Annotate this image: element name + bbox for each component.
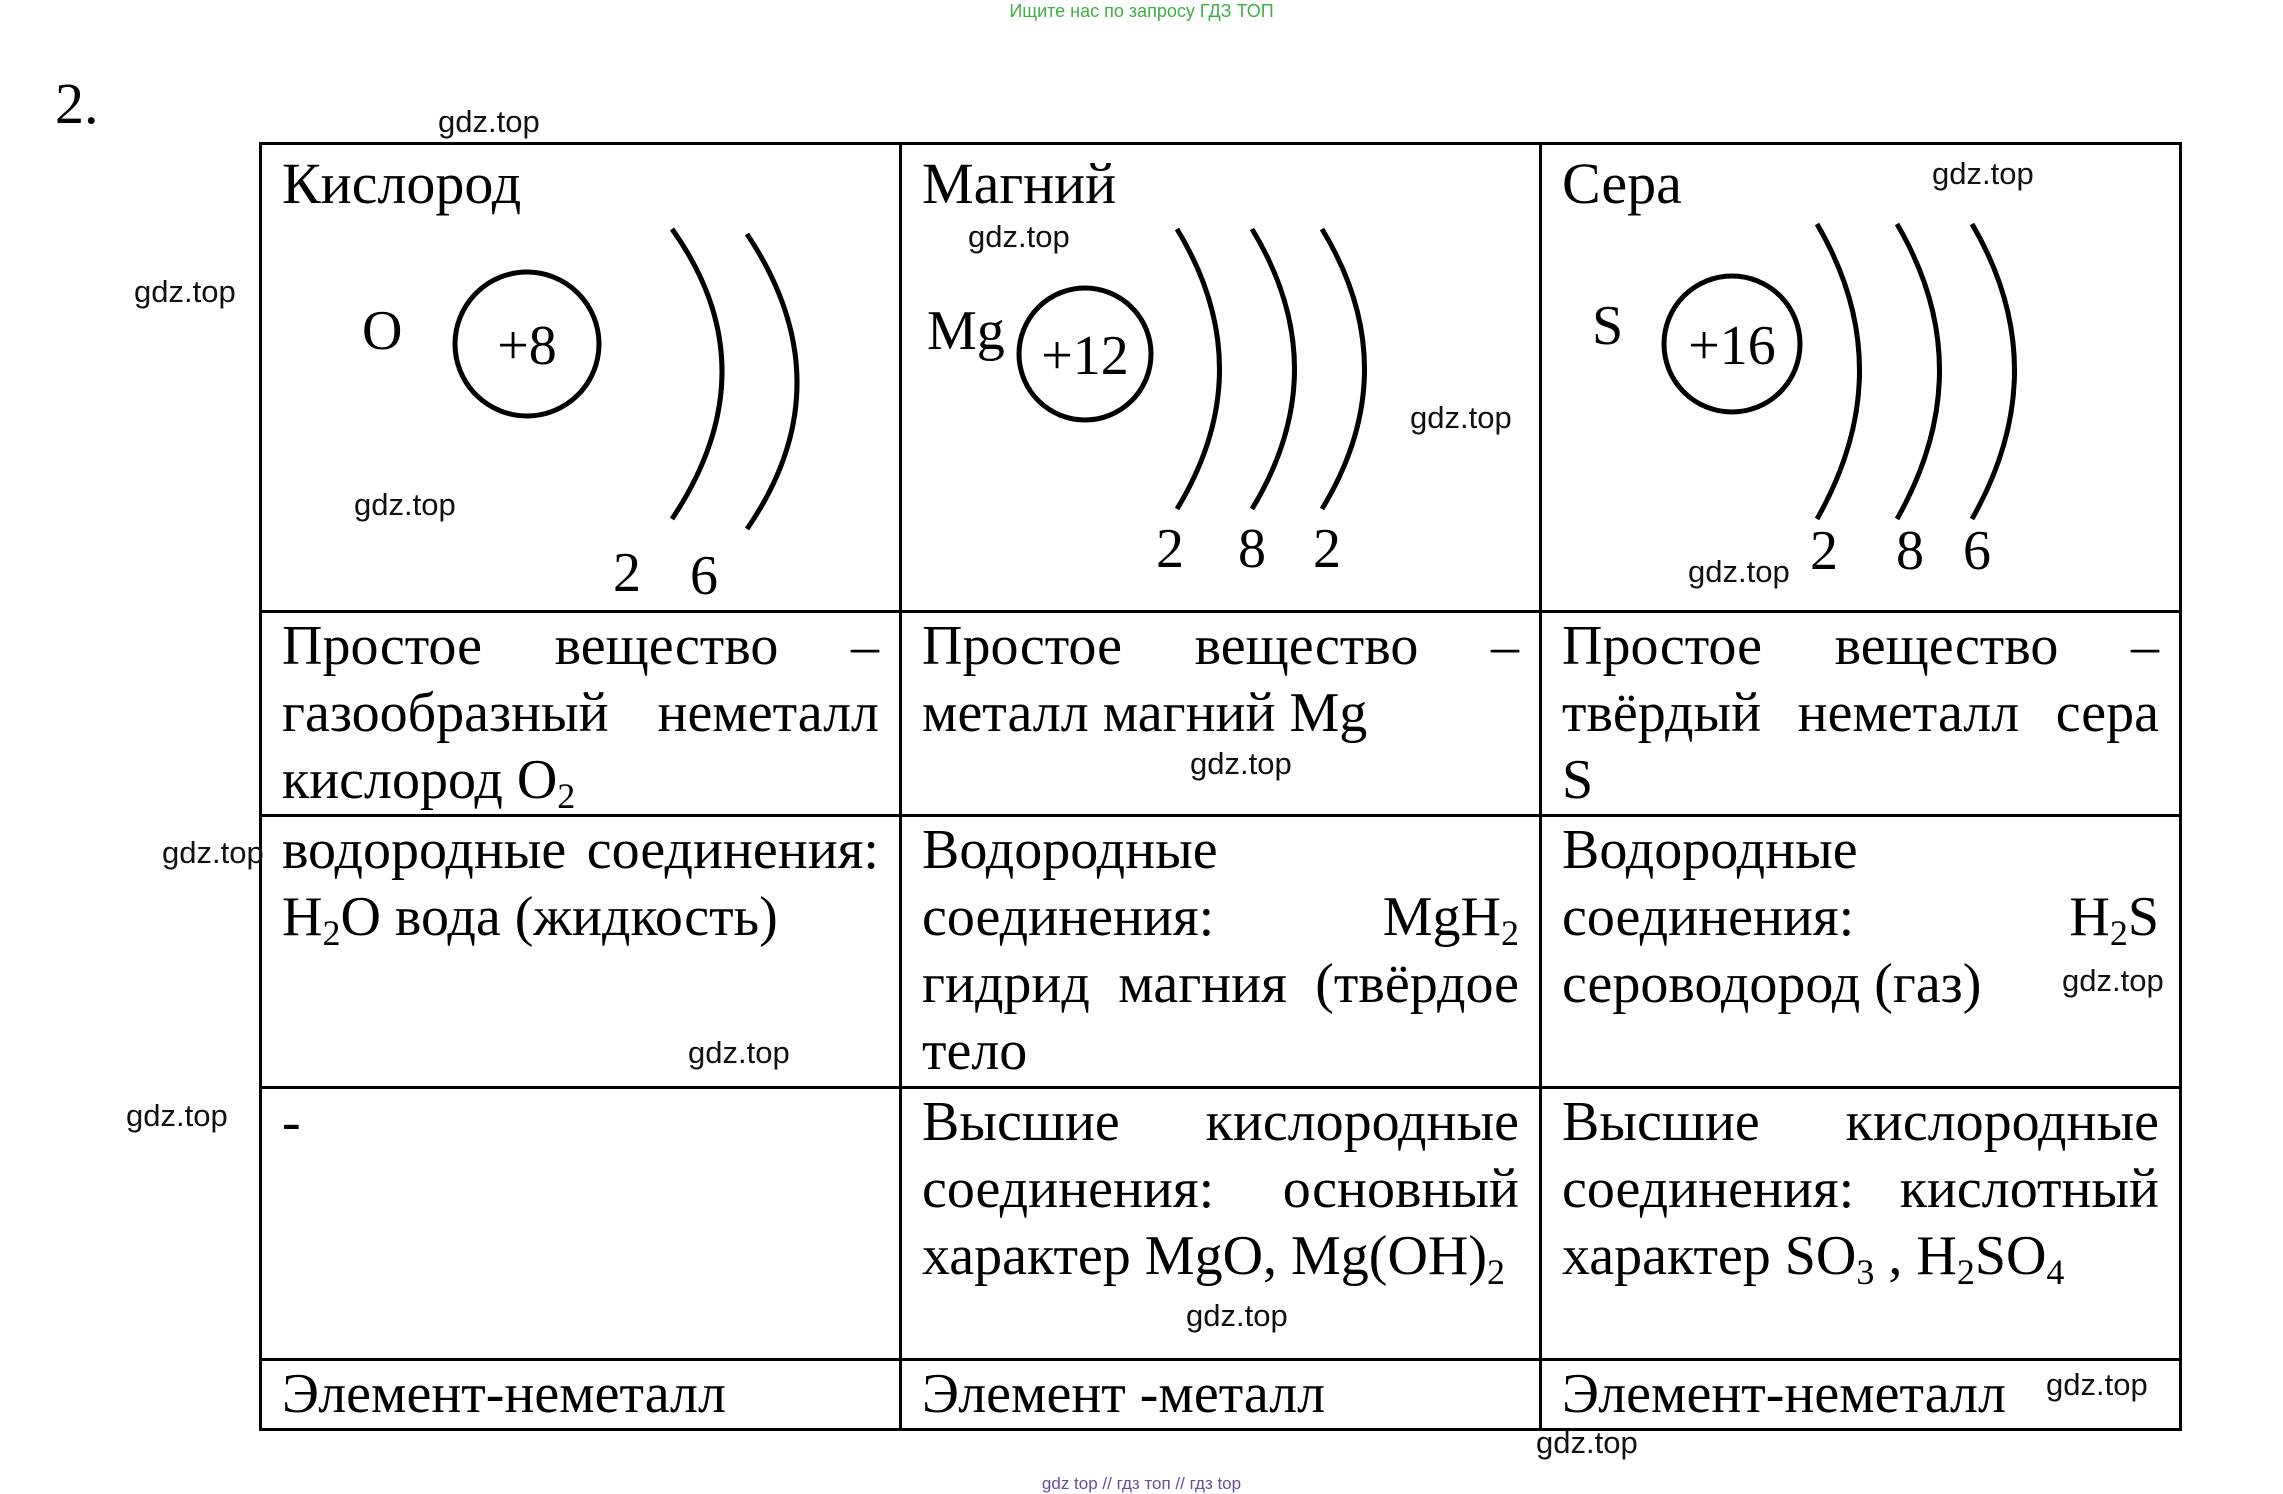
element-name: Магний — [922, 151, 1117, 216]
sulfur-atom-diagram — [1562, 219, 2162, 599]
sulfur-scheme-cell — [1541, 144, 2181, 612]
element-symbol: Mg — [927, 300, 1005, 362]
table-row — [261, 612, 2181, 816]
watermark: gdz.top — [1186, 1298, 1288, 1333]
electron-shell-arc — [1252, 229, 1295, 509]
element-symbol: O — [362, 300, 403, 362]
hydrogen-compounds-cell: Водородные соединения: $H_2S$ сероводород (газ) — [1541, 816, 2181, 1088]
shell-electron-count: 2 — [1313, 518, 1341, 580]
shell-electron-count: 8 — [1896, 520, 1924, 582]
elements-comparison-table — [259, 142, 2182, 1431]
electron-shell-arc — [672, 229, 722, 519]
higher-oxygen-compounds-cell: Высшие кислородные соединения: кислотный характер $SO_3$ , $H_2SO_4$ — [1541, 1088, 2181, 1360]
table-row — [261, 816, 2181, 1088]
electron-shell-arc — [1177, 229, 1220, 509]
element-type-cell: Элемент-неметалл — [261, 1360, 901, 1430]
simple-substance-cell: Простое вещество – твёрдый неметалл сера S — [1541, 612, 2181, 816]
shell-electron-count: 6 — [690, 545, 718, 599]
hydrogen-compounds-cell: водородные соединения: $H_2O$ вода (жидкость) — [261, 816, 901, 1088]
nucleus-charge: +16 — [1688, 315, 1776, 377]
higher-oxygen-compounds-cell: Высшие кислородные соединения: основный характер MgO, $Mg(OH)_2$ — [901, 1088, 1541, 1360]
watermark: gdz.top — [1536, 1425, 1638, 1460]
watermark: gdz.top — [2062, 963, 2164, 998]
shell-electron-count: 2 — [1810, 520, 1838, 582]
element-symbol: S — [1592, 295, 1624, 357]
oxygen-atom-diagram — [282, 219, 882, 599]
electron-shell-arc — [1897, 224, 1940, 519]
footer-links: gdz top // гдз топ // гдз top — [1041, 1474, 1242, 1493]
simple-substance-cell: Простое вещество – металл магний Mg — [901, 612, 1541, 816]
shell-electron-count: 6 — [1963, 520, 1991, 582]
watermark: gdz.top — [1688, 554, 1790, 589]
element-name: Кислород — [282, 151, 522, 216]
top-banner: Ищите нас по запросу ГДЗ ТОП — [1009, 1, 1274, 21]
watermark: gdz.top — [1190, 746, 1292, 781]
watermark: gdz.top — [688, 1035, 790, 1070]
task-number: 2. — [55, 71, 99, 136]
element-type-cell: Элемент-неметалл — [1541, 1360, 2181, 1430]
magnesium-scheme-cell — [901, 144, 1541, 612]
oxygen-scheme-cell — [261, 144, 901, 612]
watermark: gdz.top — [162, 835, 264, 870]
higher-oxygen-compounds-cell: - — [261, 1088, 901, 1360]
watermark: gdz.top — [1932, 156, 2034, 191]
shell-electron-count: 2 — [1156, 518, 1184, 580]
shell-electron-count: 2 — [613, 542, 641, 599]
watermark: gdz.top — [126, 1098, 228, 1133]
simple-substance-cell: Простое вещество – газообразный неметалл кислород $O_2$ — [261, 612, 901, 816]
watermark: gdz.top — [968, 219, 1070, 254]
watermark: gdz.top — [2046, 1367, 2148, 1402]
shell-electron-count: 8 — [1238, 518, 1266, 580]
table-row — [261, 144, 2181, 612]
watermark: gdz.top — [1410, 400, 1512, 435]
element-type-cell: Элемент -металл — [901, 1360, 1541, 1430]
electron-shell-arc — [1322, 229, 1365, 509]
table-row — [261, 1360, 2181, 1430]
electron-shell-arc — [1972, 224, 2015, 519]
watermark: gdz.top — [134, 274, 236, 309]
electron-shell-arc — [1817, 224, 1860, 519]
nucleus-charge: +8 — [497, 315, 557, 377]
hydrogen-compounds-cell: Водородные соединения: MgH$_2$ гидрид магния (твёрдое тело — [901, 816, 1541, 1088]
watermark: gdz.top — [438, 104, 540, 139]
nucleus-charge: +12 — [1041, 325, 1129, 387]
element-name: Сера — [1562, 151, 1682, 216]
electron-shell-arc — [747, 234, 797, 529]
watermark: gdz.top — [354, 487, 456, 522]
